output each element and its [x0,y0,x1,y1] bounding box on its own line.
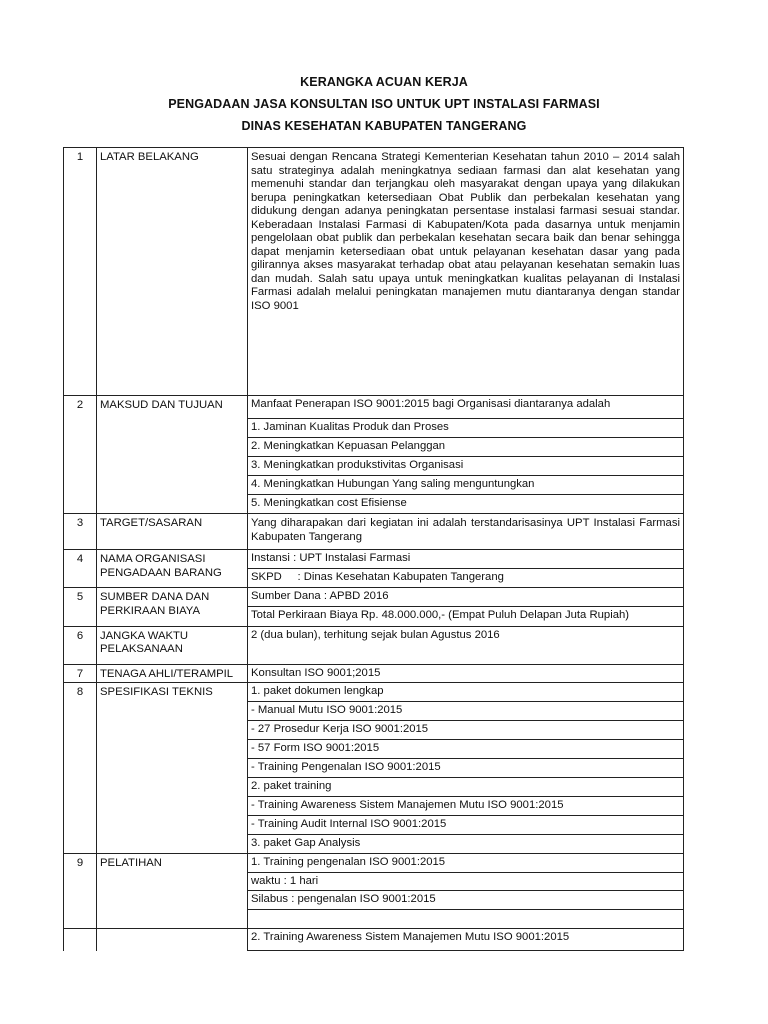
row-number: 1 [64,148,97,396]
spesifikasi-line: 3. paket Gap Analysis [248,835,684,854]
latar-belakang-text: Sesuai dengan Rencana Strategi Kementerian Kesehatan tahun 2010 – 2014 salah satu strateginya adalah meningkatnya sediaan farmasi dan alat kesehatan yang memenuhi standar dan terjangkau oleh masyarakat dengan upaya yang dilakukan berupa peningkatkan ketersediaan Obat Publik dan perbekalan kesehatan yang didukung dengan adanya peningkatan persentase instalasi farmasi sesuai standar. Keberadaan Instalasi Farmasi di Kabupaten/Kota pada dasarnya untuk menjamin pengelolaan obat publik dan perbekalan kesehatan secara baik dan benar sehingga dapat menjamin ketersediaan obat untuk pelayanan kesehatan dasar yang pada gilirannya akses masyarakat terhadap obat atau pelayanan kesehatan semakin luas dan mudah. Salah satu upaya untuk meningkatkan kualitas pelayanan di Instalasi Farmasi adalah melalui peningkatan manajemen mutu diantaranya dengan standar ISO 9001 [248,148,684,396]
row-label: TARGET/SASARAN [97,514,248,550]
row-label: LATAR BELAKANG [97,148,248,396]
table-row [64,626,684,664]
row-number: 5 [64,588,97,627]
maksud-item: 4. Meningkatkan Hubungan Yang saling menguntungkan [248,476,684,495]
row-number: 8 [64,683,97,854]
pelatihan-line [248,910,684,929]
spesifikasi-line: - Training Audit Internal ISO 9001:2015 [248,816,684,835]
table-row [64,683,684,702]
row-label: SUMBER DANA DAN PERKIRAAN BIAYA [97,588,248,627]
maksud-item: 5. Meningkatkan cost Efisiense [248,495,684,514]
row-number: 4 [64,550,97,588]
row-number: 6 [64,626,97,664]
row-number: 9 [64,854,97,929]
spesifikasi-line: - 57 Form ISO 9001:2015 [248,740,684,759]
table-row [64,396,684,419]
kak-table [63,147,684,951]
row-number: 3 [64,514,97,550]
table-row [64,854,684,873]
perkiraan-biaya-line: Total Perkiraan Biaya Rp. 48.000.000,- (Empat Puluh Delapan Juta Rupiah) [248,606,684,626]
maksud-item: 2. Meningkatkan Kepuasan Pelanggan [248,438,684,457]
pelatihan-line: 1. Training pengenalan ISO 9001:2015 [248,854,684,873]
maksud-intro: Manfaat Penerapan ISO 9001:2015 bagi Organisasi diantaranya adalah [248,396,684,419]
row-number [64,929,97,951]
maksud-item: 1. Jaminan Kualitas Produk dan Proses [248,419,684,438]
sumber-dana-line: Sumber Dana : APBD 2016 [248,588,684,607]
row-label: PELATIHAN [97,854,248,929]
instansi-line: Instansi : UPT Instalasi Farmasi [248,550,684,569]
table-row [64,550,684,569]
table-row [64,929,684,951]
table-row [64,588,684,607]
pelatihan-line: Silabus : pengenalan ISO 9001:2015 [248,891,684,910]
spesifikasi-line: - 27 Prosedur Kerja ISO 9001:2015 [248,721,684,740]
row-label: SPESIFIKASI TEKNIS [97,683,248,854]
row-label: NAMA ORGANISASI PENGADAAN BARANG [97,550,248,588]
spesifikasi-line: 2. paket training [248,778,684,797]
spesifikasi-line: - Training Awareness Sistem Manajemen Mutu ISO 9001:2015 [248,797,684,816]
spesifikasi-line: - Training Pengenalan ISO 9001:2015 [248,759,684,778]
table-row [64,514,684,550]
title-line-3: DINAS KESEHATAN KABUPATEN TANGERANG [241,119,527,133]
row-number: 2 [64,396,97,514]
row-label [97,929,248,951]
row-number: 7 [64,664,97,683]
table-row [64,148,684,396]
skpd-line: SKPD : Dinas Kesehatan Kabupaten Tangerang [248,569,684,588]
row-label: MAKSUD DAN TUJUAN [97,396,248,514]
spesifikasi-line: - Manual Mutu ISO 9001:2015 [248,702,684,721]
pelatihan-line: 2. Training Awareness Sistem Manajemen Mutu ISO 9001:2015 [248,929,684,951]
tenaga-ahli-text: Konsultan ISO 9001;2015 [248,664,684,683]
row-label: TENAGA AHLI/TERAMPIL [97,664,248,683]
target-text: Yang diharapakan dari kegiatan ini adalah terstandarisasinya UPT Instalasi Farmasi Kabupaten Tangerang [248,514,684,550]
jangka-waktu-text: 2 (dua bulan), terhitung sejak bulan Agustus 2016 [248,626,684,664]
table-row [64,664,684,683]
spesifikasi-line: 1. paket dokumen lengkap [248,683,684,702]
pelatihan-line: waktu : 1 hari [248,872,684,891]
title-line-2: PENGADAAN JASA KONSULTAN ISO UNTUK UPT INSTALASI FARMASI [168,97,600,111]
document-header [0,71,768,137]
row-label: JANGKA WAKTU PELAKSANAAN [97,626,248,664]
title-line-1: KERANGKA ACUAN KERJA [300,75,468,89]
maksud-item: 3. Meningkatkan produkstivitas Organisasi [248,457,684,476]
